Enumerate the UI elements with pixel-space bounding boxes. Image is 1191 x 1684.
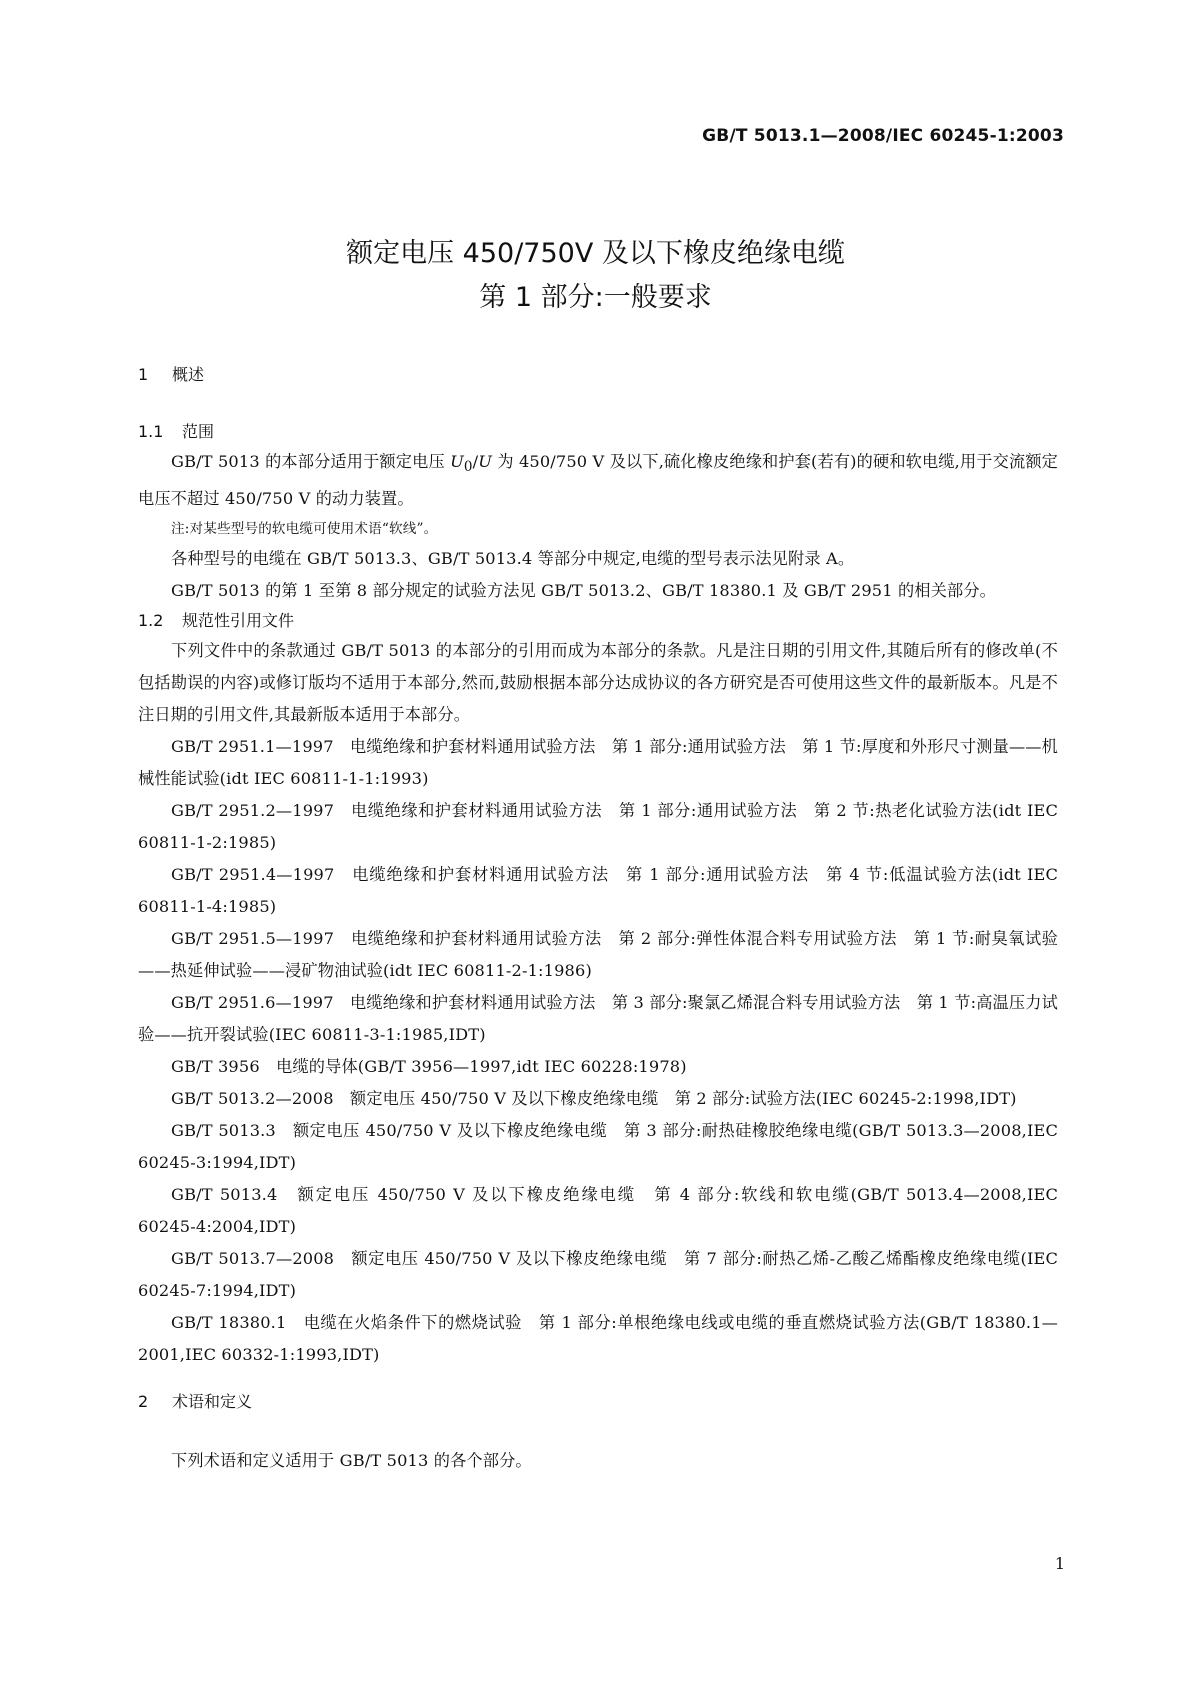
section-number: 1.2 (138, 611, 164, 631)
section-number: 2 (138, 1392, 149, 1412)
document-title-line1: 额定电压 450/750V 及以下橡皮绝缘电缆 (346, 238, 845, 269)
normative-references-intro: 下列文件中的条款通过 GB/T 5013 的本部分的引用而成为本部分的条款。凡是注日期的引用文件,其随后所有的修改单(不包括勘误的内容)或修订版均不适用于本部分,然而,鼓励根据本部分达成协议的各方研究是否可使用这些文件的最新版本。凡是不注日期的引用文件,其最新版本适用于本部分。 (138, 641, 1058, 725)
scope-paragraph-3: GB/T 5013 的第 1 至第 8 部分规定的试验方法见 GB/T 5013.2、GB/T 18380.1 及 GB/T 2951 的相关部分。 (171, 581, 996, 601)
section-1-1-heading (138, 418, 1058, 446)
reference-item: GB/T 2951.2—1997 电缆绝缘和护套材料通用试验方法 第 1 部分:通用试验方法 第 2 节:热老化试验方法(idt IEC 60811-1-2:1985) (138, 801, 1058, 853)
reference-item: GB/T 2951.4—1997 电缆绝缘和护套材料通用试验方法 第 1 部分:通用试验方法 第 4 节:低温试验方法(idt IEC 60811-1-4:1985) (138, 865, 1058, 917)
reference-item: GB/T 5013.7—2008 额定电压 450/750 V 及以下橡皮绝缘电缆 第 7 部分:耐热乙烯-乙酸乙烯酯橡皮绝缘电缆(IEC 60245-7:1994,IDT) (138, 1249, 1058, 1301)
document-body (138, 362, 1058, 1477)
section-1-2-heading (138, 607, 1058, 635)
section-number: 1.1 (138, 422, 164, 441)
section-number: 1 (138, 365, 149, 384)
scope-paragraph-1: GB/T 5013 的本部分适用于额定电压 $U_0/U$ 为 450/750 V 及以下,硫化橡皮绝缘和护套(若有)的硬和软电缆,用于交流额定电压不超过 450/750 V 的动力装置。 (138, 452, 1058, 509)
page-number: 1 (1054, 1554, 1065, 1573)
scope-paragraph-2: 各种型号的电缆在 GB/T 5013.3、GB/T 5013.4 等部分中规定,电缆的型号表示法见附录 A。 (171, 549, 855, 569)
reference-item: GB/T 5013.3 额定电压 450/750 V 及以下橡皮绝缘电缆 第 3 部分:耐热硅橡胶绝缘电缆(GB/T 5013.3—2008,IEC 60245-3:1994,IDT) (138, 1121, 1058, 1173)
section-title: 概述 (172, 365, 205, 384)
reference-item: GB/T 5013.2—2008 额定电压 450/750 V 及以下橡皮绝缘电缆 第 2 部分:试验方法(IEC 60245-2:1998,IDT) (171, 1089, 1017, 1109)
section-2-heading (138, 1389, 1058, 1415)
scope-note: 注:对某些型号的软电缆可使用术语“软线”。 (171, 521, 438, 538)
section-title: 范围 (182, 422, 215, 441)
reference-item: GB/T 2951.5—1997 电缆绝缘和护套材料通用试验方法 第 2 部分:弹性体混合料专用试验方法 第 1 节:耐臭氧试验——热延伸试验——浸矿物油试验(idt IEC 60811-2-1:1986) (138, 929, 1058, 981)
reference-item: GB/T 18380.1 电缆在火焰条件下的燃烧试验 第 1 部分:单根绝缘电线或电缆的垂直燃烧试验方法(GB/T 18380.1—2001,IEC 60332-1:1993,IDT) (138, 1313, 1058, 1365)
document-title-line2: 第 1 部分:一般要求 (479, 282, 712, 313)
reference-item: GB/T 2951.6—1997 电缆绝缘和护套材料通用试验方法 第 3 部分:聚氯乙烯混合料专用试验方法 第 1 节:高温压力试验——抗开裂试验(IEC 60811-3-1:1985,IDT) (138, 993, 1058, 1045)
section-title: 术语和定义 (172, 1392, 253, 1412)
reference-item: GB/T 2951.1—1997 电缆绝缘和护套材料通用试验方法 第 1 部分:通用试验方法 第 1 节:厚度和外形尺寸测量——机械性能试验(idt IEC 60811-1-1:1993) (138, 737, 1058, 789)
reference-item: GB/T 3956 电缆的导体(GB/T 3956—1997,idt IEC 60228:1978) (171, 1057, 687, 1077)
standard-code: GB/T 5013.1—2008/IEC 60245-1:2003 (702, 126, 1064, 146)
section-1-heading (138, 362, 1058, 388)
section-title: 规范性引用文件 (182, 611, 295, 631)
terms-paragraph: 下列术语和定义适用于 GB/T 5013 的各个部分。 (171, 1451, 532, 1471)
reference-item: GB/T 5013.4 额定电压 450/750 V 及以下橡皮绝缘电缆 第 4 部分:软线和软电缆(GB/T 5013.4—2008,IEC 60245-4:2004,IDT) (138, 1185, 1058, 1237)
